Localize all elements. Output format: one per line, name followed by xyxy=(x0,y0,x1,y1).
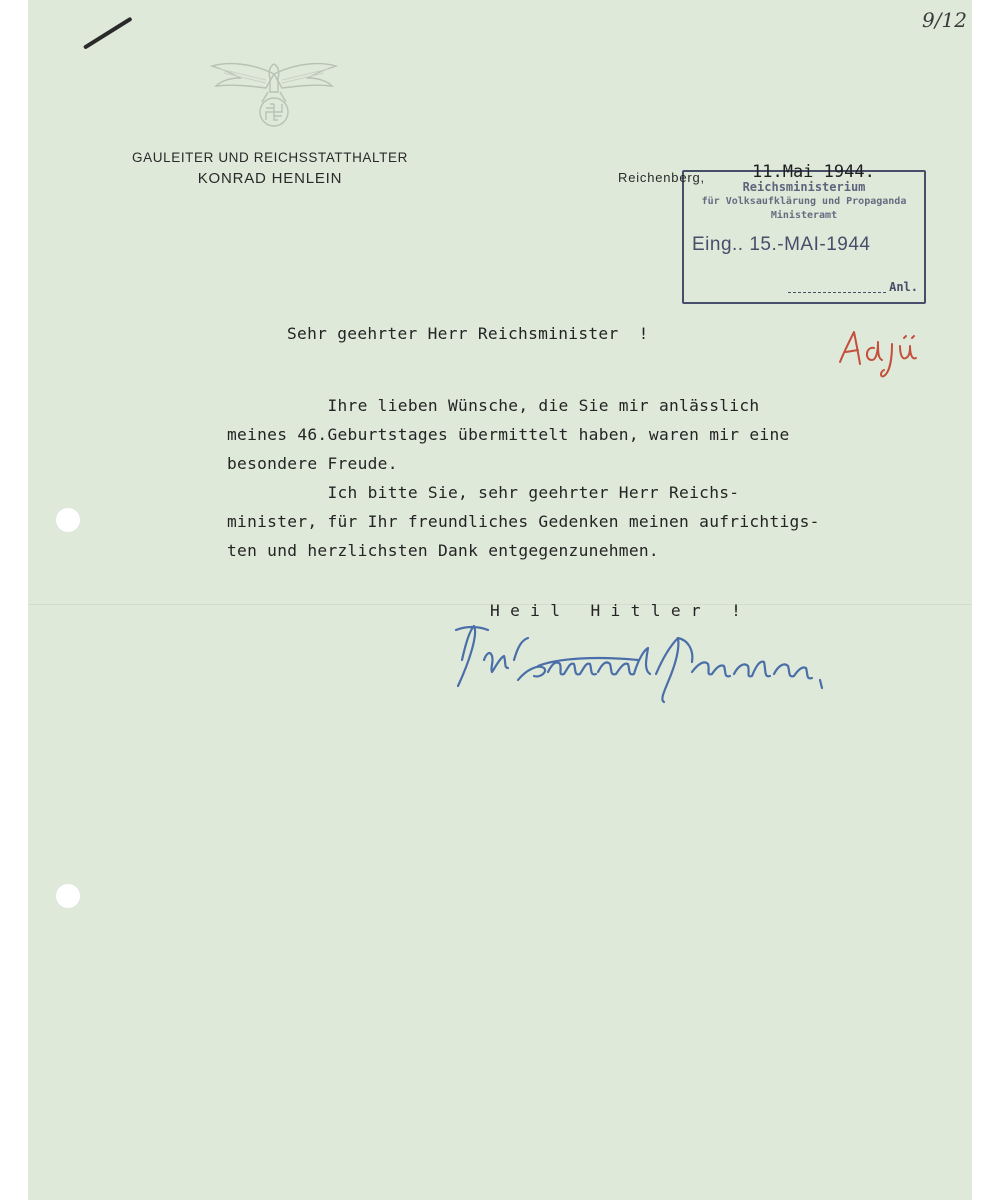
dateline-place: Reichenberg, xyxy=(618,170,705,185)
salutation: Sehr geehrter Herr Reichsminister ! xyxy=(287,324,649,343)
body-line-5: minister, für Ihr freundliches Gedenken meinen aufrichtigs- xyxy=(227,512,820,531)
stamp-department: für Volksaufklärung und Propaganda xyxy=(701,196,907,207)
eagle-emblem-icon xyxy=(210,52,338,138)
handwritten-signature xyxy=(448,620,888,730)
body-line-1: Ihre lieben Wünsche, die Sie mir anlässlich xyxy=(227,396,760,415)
stamp-anl: Anl. xyxy=(889,280,918,294)
punch-hole-bottom xyxy=(56,884,80,908)
stamp-office: Ministeramt xyxy=(770,210,838,221)
stamp-received-date: Eing.. 15.-MAI-1944 xyxy=(692,234,871,255)
stamp-anl-line xyxy=(788,292,886,293)
page-number: 9/12 xyxy=(922,8,967,32)
body-line-3: besondere Freude. xyxy=(227,454,398,473)
body-line-4: Ich bitte Sie, sehr geehrter Herr Reichs- xyxy=(227,483,740,502)
stamp-ministry: Reichsministerium xyxy=(742,180,866,194)
letterhead-title: GAULEITER UND REICHSSTATTHALTER xyxy=(132,150,408,165)
body-line-6: ten und herzlichsten Dank entgegenzunehmen. xyxy=(227,541,659,560)
punch-hole-top xyxy=(56,508,80,532)
received-stamp xyxy=(682,170,926,304)
closing: H e i l H i t l e r ! xyxy=(490,601,742,620)
letterhead-name: KONRAD HENLEIN xyxy=(197,170,343,187)
dateline-date: 11.Mai 1944. xyxy=(752,162,875,182)
body-line-2: meines 46.Geburtstages übermittelt haben, waren mir eine xyxy=(227,425,790,444)
handwritten-annotation xyxy=(834,322,930,382)
